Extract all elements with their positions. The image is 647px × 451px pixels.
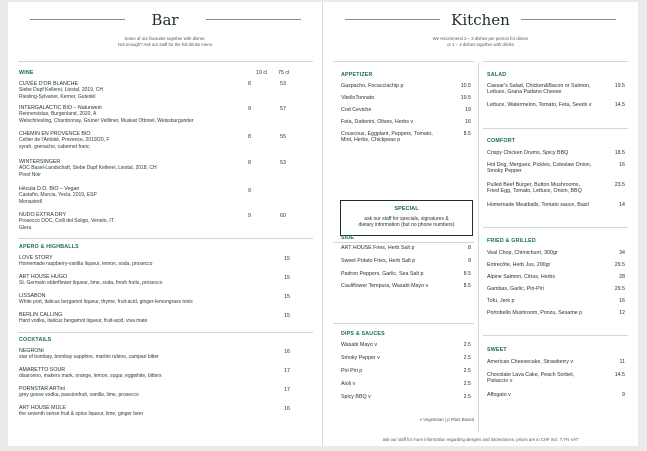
comfort-item: Hot Dog, Merguez, Pickles, Coleslaw Onion, Smoky Pepper	[487, 162, 592, 175]
fried-item: Entrecôte, Herb Jus, 200gr	[487, 262, 551, 268]
apero-item: LISSABON White port, italicus bergamot liqueur, thyme, fruit-acid, ginger-lemongrass tonic	[19, 293, 193, 306]
kitchen-title: Kitchen	[451, 11, 510, 29]
cocktail-price: 17	[284, 387, 290, 393]
fried-price: 34	[619, 250, 625, 256]
side-price: 9	[468, 258, 471, 264]
diet-legend: v Vegetarian | p Plant Based	[419, 417, 474, 422]
wine-item: WINTERSINGER AOC Basel-Landschaft, Siebe Dupf Kellerei, Liestal, 2018, CH Pinot Noir	[19, 159, 157, 178]
cocktail-price: 16	[284, 349, 290, 355]
side-heading: SIDE	[341, 235, 355, 241]
salad-heading: SALAD	[487, 72, 507, 78]
dip-price: 2.5	[463, 394, 471, 400]
appetizer-item: Gazpacho, Focacciachip p	[341, 83, 404, 89]
divider	[333, 323, 474, 324]
fried-item: Alpine Salmon, Citrus, Herbs	[487, 274, 556, 280]
comfort-price: 23.5	[614, 182, 625, 188]
apero-heading: APERO & HIGHBALLS	[19, 244, 79, 250]
apero-price: 15	[284, 313, 290, 319]
side-price: 8	[468, 245, 471, 251]
menu-spread	[8, 2, 639, 446]
comfort-item: Pulled Beef Burger, Button Mushrooms, Fried Egg, Tomato, Lettuce, Onion, BBQ	[487, 182, 582, 195]
fried-price: 29.5	[614, 286, 625, 292]
fried-item: Tofu, Jerk p	[487, 298, 515, 304]
divider	[483, 61, 628, 62]
appetizer-price: 10.5	[460, 83, 471, 89]
comfort-price: 14	[619, 202, 625, 208]
wine-item: CUVÉE D'OR BLANCHE Siebe Dupf Kellerei, Liestal, 2019, CH Riesling-Sylvaner, Kerner, Gutedel	[19, 81, 103, 100]
side-price: 8.5	[463, 271, 471, 277]
side-item: Cauliflower Tempura, Wasabi Mayo v	[341, 283, 429, 289]
dip-item: Wasabi Mayo v	[341, 342, 378, 348]
apero-item: ART HOUSE HUGO St. Germain elderflower liqueur, lime, soda, fresh fruits, prosecco	[19, 274, 163, 287]
wine-price-bottle: 53	[280, 81, 286, 87]
fried-price: 12	[619, 310, 625, 316]
comfort-price: 16	[619, 162, 625, 168]
footer-note: ask our staff for more information regarding alergies and intolerances, prices are in CHF incl. 7,7% VAT	[382, 437, 579, 442]
wine-price-bottle: 53	[280, 160, 286, 166]
wine-price-glass: 8	[248, 81, 251, 87]
fried-price: 29.5	[614, 262, 625, 268]
divider	[333, 61, 474, 62]
dip-item: Smoky Pepper v	[341, 355, 380, 361]
kitchen-intro: We recommend 2 – 3 dishes per person for dinner or 1 – 2 dishes together with drinks	[432, 36, 529, 47]
special-heading: SPECIAL	[394, 206, 419, 212]
dip-item: Piri Piri p	[341, 368, 363, 374]
sweet-item: Chocolate Lava Cake, Peach Sorbet, Pistaccio v	[487, 372, 575, 385]
side-item: ART HOUSE Fries, Herb Salt p	[341, 245, 415, 251]
dip-item: Spicy BBQ v	[341, 394, 371, 400]
appetizer-price: 19	[465, 107, 471, 113]
divider	[18, 61, 313, 62]
comfort-price: 18.5	[614, 150, 625, 156]
sweet-item: American Cheesecake, Strawberry v	[487, 359, 573, 365]
fried-heading: FRIED & GRILLED	[487, 238, 536, 244]
divider	[483, 128, 628, 129]
salad-item: Lettuce, Watermelon, Tomato, Feta, Seeds v	[487, 102, 592, 108]
column-divider	[478, 62, 479, 432]
special-text: ask our staff for specials, signatures & dietary information (but no phone numbers)	[358, 216, 455, 228]
fried-item: Veal Chop, Chimichurri, 300gr	[487, 250, 558, 256]
wine-price-bottle: 55	[280, 134, 286, 140]
wine-price-glass: 9	[248, 188, 251, 194]
cocktail-price: 16	[284, 406, 290, 412]
appetizer-item: Cod Ceviche	[341, 107, 372, 113]
comfort-item: Homemade Meatballs, Tomato sauce, Basil	[487, 202, 589, 208]
cocktail-item: AMARETTO SOUR disaronno, makers mark, orange, lemon, sugar, eggwhite, bitters	[19, 367, 162, 380]
fried-price: 28	[619, 274, 625, 280]
appetizer-price: 8.5	[463, 131, 471, 137]
bar-intro: Some of our favourite together with dinner. Not enough? Ask our staff for the full drinks menu	[117, 36, 213, 47]
sweet-price: 11	[619, 359, 625, 365]
fried-item: Gambas, Garlic, Piri-Piri	[487, 286, 544, 292]
divider	[18, 238, 313, 239]
wine-price-glass: 9	[248, 106, 251, 112]
comfort-heading: COMFORT	[487, 138, 516, 144]
apero-price: 15	[284, 294, 290, 300]
wine-col-75cl: 75 cl	[278, 70, 290, 76]
wine-item: CHEMIN EN PROVENCE BIO Cellier de l'Ambiié, Provence, 2019/20, F syrah, grenache, cabernet franc	[19, 131, 110, 150]
apero-price: 15	[284, 256, 290, 262]
cocktail-item: NEGRONI star of bombay, bombay sapphire, martini rubino, campari bitter	[19, 348, 159, 361]
bar-page	[8, 2, 323, 446]
wine-price-bottle: 60	[280, 213, 286, 219]
kitchen-page	[323, 2, 638, 446]
fried-item: Portobello Mushroom, Ponzu, Sesame p	[487, 310, 583, 316]
cocktail-price: 17	[284, 368, 290, 374]
fried-price: 16	[619, 298, 625, 304]
wine-item: Hécula D.O. BIO – Vegan Castaño, Murcia, Yecla, 2019, ESP Monastrell	[19, 186, 97, 205]
appetizer-item: VitelloTonnato	[341, 95, 375, 101]
wine-heading: WINE	[19, 70, 34, 76]
salad-price: 14.5	[614, 102, 625, 108]
title-rule-right	[206, 19, 301, 20]
divider	[483, 335, 628, 336]
apero-price: 15	[284, 275, 290, 281]
cocktail-item: ART HOUSE MULE the seventh sense fruit & spice liqueur, lime, ginger beer	[19, 405, 144, 418]
wine-price-glass: 8	[248, 160, 251, 166]
wine-item: NUDO EXTRA DRY Prosecco DOC, Colli del Soligo, Veneto, IT Glera	[19, 212, 114, 231]
appetizer-heading: APPETIZER	[341, 72, 373, 78]
dip-price: 2.5	[463, 355, 471, 361]
special-box	[340, 200, 473, 236]
divider	[333, 242, 474, 243]
appetizer-price: 16	[465, 119, 471, 125]
wine-item: INTERGALACTIC BIO – Naturwein Rennersistas, Burgenland, 2020, A Welschriesling, Chardonnay, Grüner Veltliner, Muskat Ottonel, Weissburgunder	[19, 105, 194, 124]
divider	[483, 227, 628, 228]
cocktails-heading: COCKTAILS	[19, 337, 52, 343]
salad-price: 19.5	[614, 83, 625, 89]
side-price: 8.5	[463, 283, 471, 289]
title-rule-right	[521, 19, 616, 20]
sweet-item: Affogato v	[487, 392, 511, 398]
salad-item: Caesar's Salad, Chicken&Bacon or Salmon, Lettuce, Grana Padano Cheese	[487, 83, 591, 96]
wine-price-bottle: 57	[280, 106, 286, 112]
divider	[18, 332, 313, 333]
dip-price: 2.5	[463, 381, 471, 387]
apero-item: LOVE STORY Homemade raspberry-vanilla liqueur, lemon, soda, prosecco	[19, 255, 153, 268]
side-item: Sweet Potato Fries, Herb Salt p	[341, 258, 416, 264]
dips-heading: DIPS & SAUCES	[341, 331, 385, 337]
appetizer-item: Couscous, Eggplant, Peppers, Tomato, Mint, Herbs, Chickpeas p	[341, 131, 433, 144]
dip-item: Aioli v	[341, 381, 356, 387]
wine-price-glass: 8	[248, 134, 251, 140]
appetizer-item: Feta, Datterini, Olives, Herbs v	[341, 119, 414, 125]
appetizer-price: 19.5	[460, 95, 471, 101]
wine-col-10cl: 10 cl	[256, 70, 268, 76]
dip-price: 2.5	[463, 368, 471, 374]
wine-price-glass: 9	[248, 213, 251, 219]
apero-item: BERLIN CALLING Hard vodka, italicus bergamot liqueur, fruit-acid, viva mate	[19, 312, 148, 325]
comfort-item: Crispy Chicken Drums, Spicy BBQ	[487, 150, 569, 156]
dip-price: 2.5	[463, 342, 471, 348]
bar-title: Bar	[151, 11, 179, 29]
side-item: Padron Peppers, Garlic, Sea Salt p	[341, 271, 424, 277]
sweet-price: 14.5	[614, 372, 625, 378]
sweet-heading: SWEET	[487, 347, 507, 353]
cocktail-item: PORNSTAR ARTini grey goose vodka, passionfruit, vanilla, lime, prosecco	[19, 386, 139, 399]
sweet-price: 9	[622, 392, 625, 398]
